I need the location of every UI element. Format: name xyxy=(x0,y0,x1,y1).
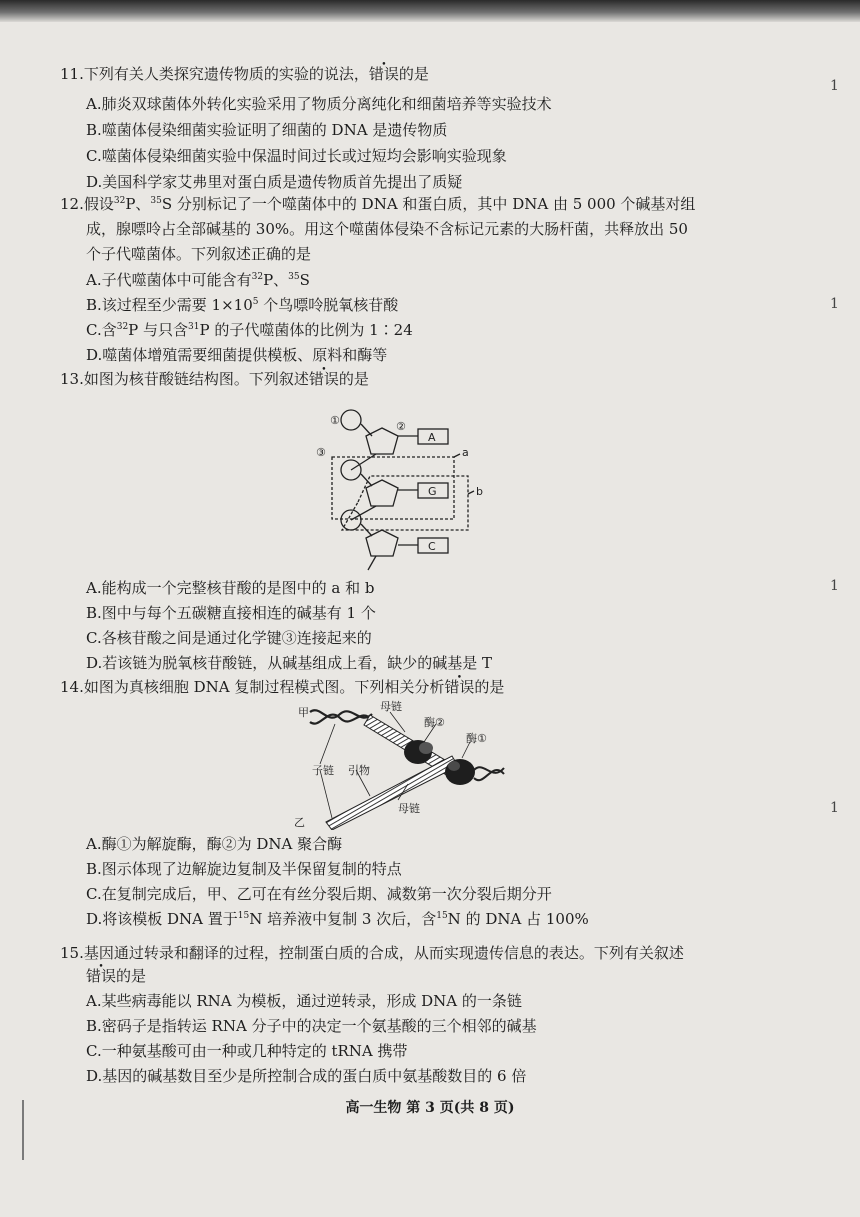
margin-mark: 1 xyxy=(830,296,839,312)
question-13-stem: 13.如图为核苷酸链结构图。下列叙述错误的是 xyxy=(60,370,369,388)
base-label: A xyxy=(428,431,436,444)
base-label: C xyxy=(428,540,436,553)
question-11-stem: 11.下列有关人类探究遗传物质的实验的说法，错误的是 xyxy=(60,65,429,83)
question-15-stem: 15.基因通过转录和翻译的过程，控制蛋白质的合成，从而实现遗传信息的表达。下列有关叙述 xyxy=(60,944,684,962)
option-d: D.若该链为脱氧核苷酸链，从碱基组成上看，缺少的碱基是 T xyxy=(86,654,493,672)
option-d: D.基因的碱基数目至少是所控制合成的蛋白质中氨基酸数目的 6 倍 xyxy=(86,1067,527,1085)
option-d: D.将该模板 DNA 置于$^{15}$N 培养液中复制 3 次后，含$^{15}$N 的 DNA 占 100% xyxy=(86,910,589,928)
option-a: A.能构成一个完整核苷酸的是图中的 a 和 b xyxy=(86,579,375,597)
label-1: ① xyxy=(330,414,340,427)
label-yi: 乙 xyxy=(294,816,305,829)
option-a: A.某些病毒能以 RNA 为模板，通过逆转录，形成 DNA 的一条链 xyxy=(86,992,522,1010)
label-parent-strand-bottom: 母链 xyxy=(398,802,420,815)
emphasis-word: 错误 xyxy=(86,967,117,985)
daughter-strand xyxy=(326,756,458,830)
option-b: B.图示体现了边解旋边复制及半保留复制的特点 xyxy=(86,860,402,878)
emphasis-word: 错误 xyxy=(444,678,475,696)
dna-replication-diagram xyxy=(290,700,530,830)
phosphate-circle xyxy=(341,410,361,430)
label-daughter-strand: 子链 xyxy=(312,764,334,777)
option-a: A.酶①为解旋酶，酶②为 DNA 聚合酶 xyxy=(86,835,343,853)
option-a: A.肺炎双球菌体外转化实验采用了物质分离纯化和细菌培养等实验技术 xyxy=(86,95,552,113)
option-b: B.该过程至少需要 $1\times 10^5$ 个鸟嘌呤脱氧核苷酸 xyxy=(86,296,399,314)
label-enzyme-1: 酶① xyxy=(466,732,487,745)
question-12-stem: 12.假设$^{32}$P、$^{35}$S 分别标记了一个噬菌体中的 DNA 和蛋白质，其中 DNA 由 5 000 个碱基对组 xyxy=(60,195,696,213)
option-d: D.美国科学家艾弗里对蛋白质是遗传物质首先提出了质疑 xyxy=(86,173,463,191)
question-15-stem-cont: 错误的是 xyxy=(86,967,147,985)
question-14-stem: 14.如图为真核细胞 DNA 复制过程模式图。下列相关分析错误的是 xyxy=(60,678,505,696)
option-b: B.密码子是指转运 RNA 分子中的决定一个氨基酸的三个相邻的碱基 xyxy=(86,1017,537,1035)
option-b: B.图中与每个五碳糖直接相连的碱基有 1 个 xyxy=(86,604,376,622)
label-primer: 引物 xyxy=(348,764,370,777)
option-b: B.噬菌体侵染细菌实验证明了细菌的 DNA 是遗传物质 xyxy=(86,121,448,139)
nucleotide-chain-diagram xyxy=(310,398,510,578)
option-c: C.各核苷酸之间是通过化学键③连接起来的 xyxy=(86,629,372,647)
option-c: C.噬菌体侵染细菌实验中保温时间过长或过短均会影响实验现象 xyxy=(86,147,507,165)
label-a: a xyxy=(462,446,469,459)
label-3: ③ xyxy=(316,446,326,459)
base-label: G xyxy=(428,485,437,498)
margin-mark: 1 xyxy=(830,78,839,94)
emphasis-word: 错误 xyxy=(368,65,399,83)
page-footer: 高一生物 第 3 页(共 8 页) xyxy=(345,1100,515,1116)
margin-mark: 1 xyxy=(830,800,839,816)
option-c: C.一种氨基酸可由一种或几种特定的 tRNA 携带 xyxy=(86,1042,408,1060)
option-a: A.子代噬菌体中可能含有$^{32}$P、$^{35}$S xyxy=(86,271,310,289)
margin-mark: 1 xyxy=(830,578,839,594)
label-b: b xyxy=(476,485,483,498)
question-12-stem-cont: 成，腺嘌呤占全部碱基的 30%。用这个噬菌体侵染不含标记元素的大肠杆菌，共释放出 50 xyxy=(86,220,688,238)
label-enzyme-2: 酶② xyxy=(424,716,445,729)
pentose-sugar xyxy=(366,428,398,454)
option-d: D.噬菌体增殖需要细菌提供模板、原料和酶等 xyxy=(86,346,388,364)
emphasis-word: 错误 xyxy=(308,370,339,388)
label-parent-strand-top: 母链 xyxy=(380,700,402,713)
question-12-stem-cont: 个子代噬菌体。下列叙述正确的是 xyxy=(86,245,312,263)
option-c: C.含$^{32}$P 与只含$^{31}$P 的子代噬菌体的比例为 1∶24 xyxy=(86,321,413,339)
label-2: ② xyxy=(396,420,406,433)
option-c: C.在复制完成后，甲、乙可在有丝分裂后期、减数第一次分裂后期分开 xyxy=(86,885,552,903)
label-jia: 甲 xyxy=(298,706,309,719)
